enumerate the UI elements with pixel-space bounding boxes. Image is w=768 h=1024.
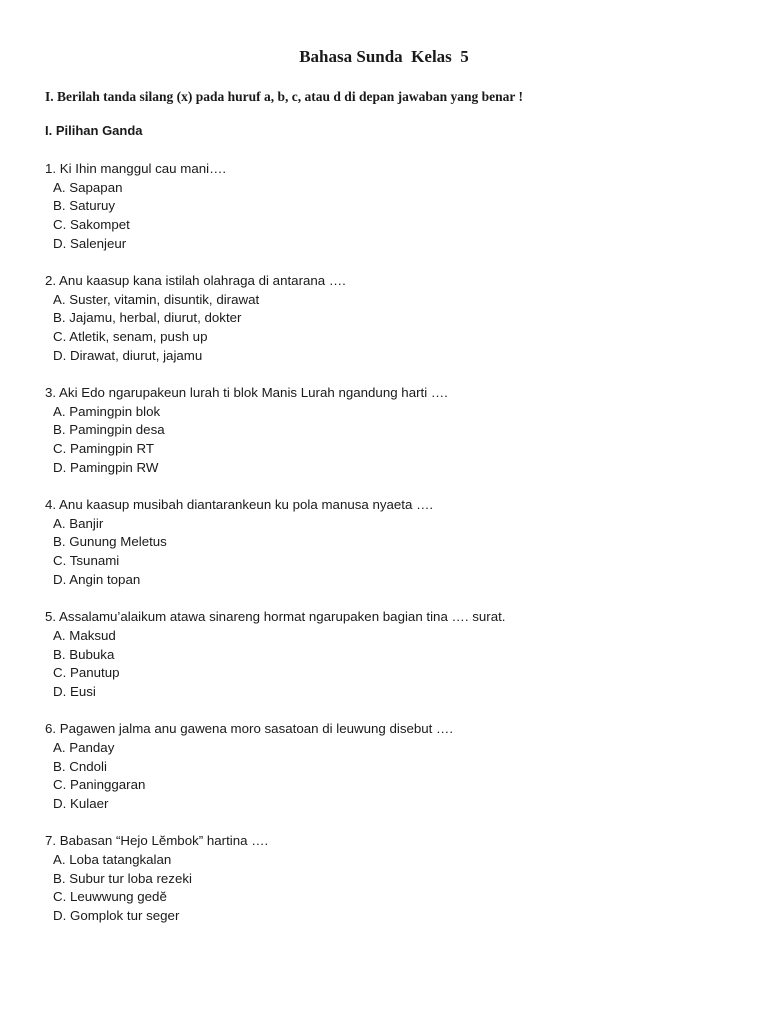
question-text: 1. Ki Ihin manggul cau mani….	[45, 161, 227, 176]
option-d: D. Salenjeur	[53, 235, 127, 251]
option-c: C. Panutup	[53, 665, 120, 681]
question-text: 2. Anu kaasup kana istilah olahraga di antarana ….	[45, 273, 346, 289]
question-3	[45, 384, 728, 477]
option-d: D. Angin topan	[53, 571, 141, 587]
option-d: D. Dirawat, diurut, jajamu	[53, 347, 203, 363]
option-c: C. Sakompet	[53, 217, 130, 233]
option-a: A. Suster, vitamin, disuntik, dirawat	[53, 291, 260, 307]
section-heading: I. Pilihan Ganda	[45, 123, 143, 138]
option-b: B. Saturuy	[53, 198, 116, 214]
option-d: D. Pamingpin RW	[53, 459, 159, 475]
option-c: C. Paninggaran	[53, 777, 146, 793]
option-b: B. Cndoli	[53, 758, 107, 774]
question-text: 4. Anu kaasup musibah diantarankeun ku pola manusa nyaeta ….	[45, 497, 434, 513]
question-5	[45, 608, 728, 701]
option-a: A. Panday	[53, 739, 115, 755]
question-4	[45, 496, 728, 589]
instruction-text: I. Berilah tanda silang (x) pada huruf a, b, c, atau d di depan jawaban yang benar !	[45, 89, 523, 104]
option-b: B. Bubuka	[53, 646, 115, 662]
option-b: B. Jajamu, herbal, diurut, dokter	[53, 310, 242, 326]
option-a: A. Banjir	[53, 515, 104, 531]
question-list	[45, 160, 728, 944]
question-text: 6. Pagawen jalma anu gawena moro sasatoan di leuwung disebut ….	[45, 721, 454, 737]
option-b: B. Gunung Meletus	[53, 534, 167, 550]
question-text: 7. Babasan “Hejo Lĕmbok” hartina ….	[45, 833, 269, 849]
option-d: D. Eusi	[53, 683, 96, 699]
option-a: A. Loba tatangkalan	[53, 851, 172, 867]
question-text: 5. Assalamu’alaikum atawa sinareng hormat ngarupaken bagian tina …. surat.	[45, 609, 506, 625]
option-a: A. Pamingpin blok	[53, 403, 161, 419]
option-c: C. Leuwwung gedĕ	[53, 889, 167, 905]
page-title: Bahasa Sunda Kelas 5	[299, 47, 469, 66]
option-a: A. Sapapan	[53, 179, 123, 195]
question-1	[45, 160, 728, 253]
option-d: D. Gomplok tur seger	[53, 907, 180, 923]
question-2	[45, 272, 728, 365]
question-7	[45, 832, 728, 925]
option-d: D. Kulaer	[53, 795, 109, 811]
option-b: B. Subur tur loba rezeki	[53, 870, 192, 886]
option-a: A. Maksud	[53, 627, 116, 643]
option-c: C. Atletik, senam, push up	[53, 329, 208, 345]
option-c: C. Tsunami	[53, 553, 120, 569]
question-text: 3. Aki Edo ngarupakeun lurah ti blok Manis Lurah ngandung harti ….	[45, 385, 448, 401]
question-6	[45, 720, 728, 813]
option-c: C. Pamingpin RT	[53, 441, 154, 457]
option-b: B. Pamingpin desa	[53, 422, 165, 438]
